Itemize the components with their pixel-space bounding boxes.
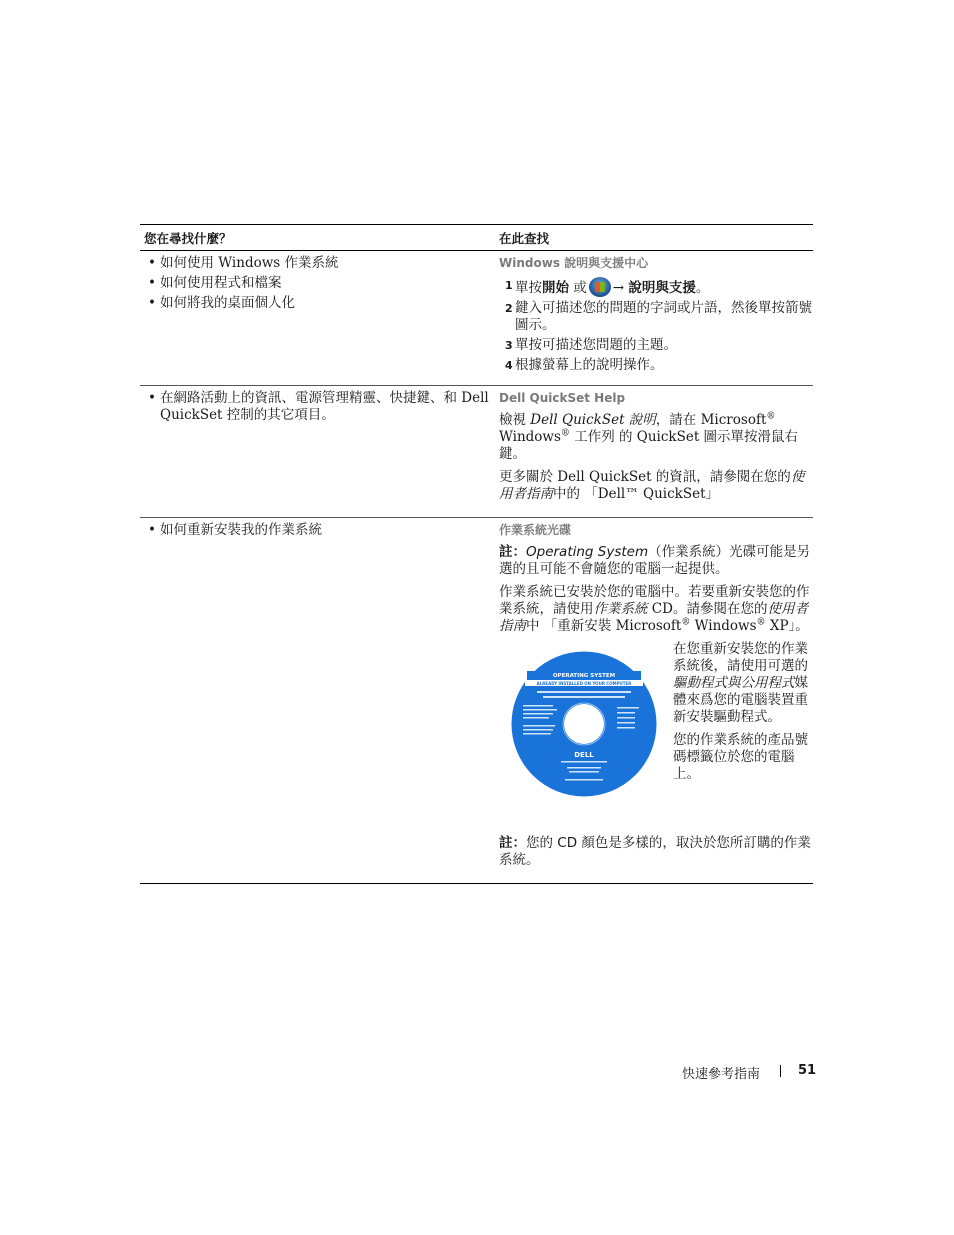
header-col-what: 您在尋找什麼？ [144,230,232,246]
footer-title: 快速參考指南 [681,1067,760,1082]
reinstall-paragraph: 作業系統已安裝於您的電腦中。若要重新安裝您的作業系統，請使用作業系統 CD。請參閱在您的使用者指南中 「重新安裝 Microsoft® Windows® XP」。 [499,584,810,634]
drivers-paragraph: 在您重新安裝您的作業系統後，請使用可選的驅動程式與公用程式媒體來爲您的電腦裝置重新安裝驅動程式。 [673,641,808,725]
header-col-where: 在此查找 [499,230,550,246]
note-1: 註：Operating System（作業系統）光碟可能是另選的且可能不會隨您的電腦一起提供。 [499,544,811,577]
step-1: 1 單按開始 或 → 說明與支援。 [505,279,710,296]
cd-label-sub: ALREADY INSTALLED ON YOUR COMPUTER [536,681,632,686]
step-3: 3 單按可描述您問題的主題。 [505,337,677,353]
list-item: • 如何將我的桌面個人化 [148,295,499,312]
operating-system-cd-image [509,649,659,799]
page-footer [0,1063,954,1083]
step-2: 2 鍵入可描述您的問題的字詞或片語，然後單按箭號圖示。 [505,300,812,333]
product-key-paragraph: 您的作業系統的產品號碼標籤位於您的電腦上。 [673,732,808,782]
footer-divider [780,1065,781,1077]
page-number: 51 [798,1063,817,1078]
windows-start-icon [589,277,611,297]
cd-brand: DELL [574,751,594,759]
list-item: • 如何使用程式和檔案 [148,275,499,292]
table-header [140,225,813,251]
section-title: Windows 說明與支援中心 [499,256,649,270]
cd-label-top: OPERATING SYSTEM [552,673,616,679]
list-item: • 如何重新安裝我的作業系統 [148,522,499,539]
note-2: 註：您的 CD 顏色是多樣的，取決於您所訂購的作業系統。 [499,835,811,868]
table-row [140,518,813,884]
list-item: • 在網路活動上的資訊、電源管理精靈、快捷鍵、和 Dell QuickSet 控制的其它項目。 [148,390,499,424]
list-item: • 如何使用 Windows 作業系統 [148,255,499,272]
quickset-paragraph-2: 更多關於 Dell QuickSet 的資訊，請參閱在您的使用者指南中的 「Dell™ QuickSet」 [499,469,805,502]
info-table [140,224,813,884]
step-4: 4 根據螢幕上的說明操作。 [505,357,664,373]
section-title: Dell QuickSet Help [499,391,626,405]
section-title: 作業系統光碟 [499,523,572,537]
table-row [140,251,813,386]
quickset-paragraph-1: 檢視 Dell QuickSet 說明，請在 Microsoft® Windows® 工作列 的 QuickSet 圖示單按滑鼠右鍵。 [499,411,799,462]
table-row [140,386,813,518]
